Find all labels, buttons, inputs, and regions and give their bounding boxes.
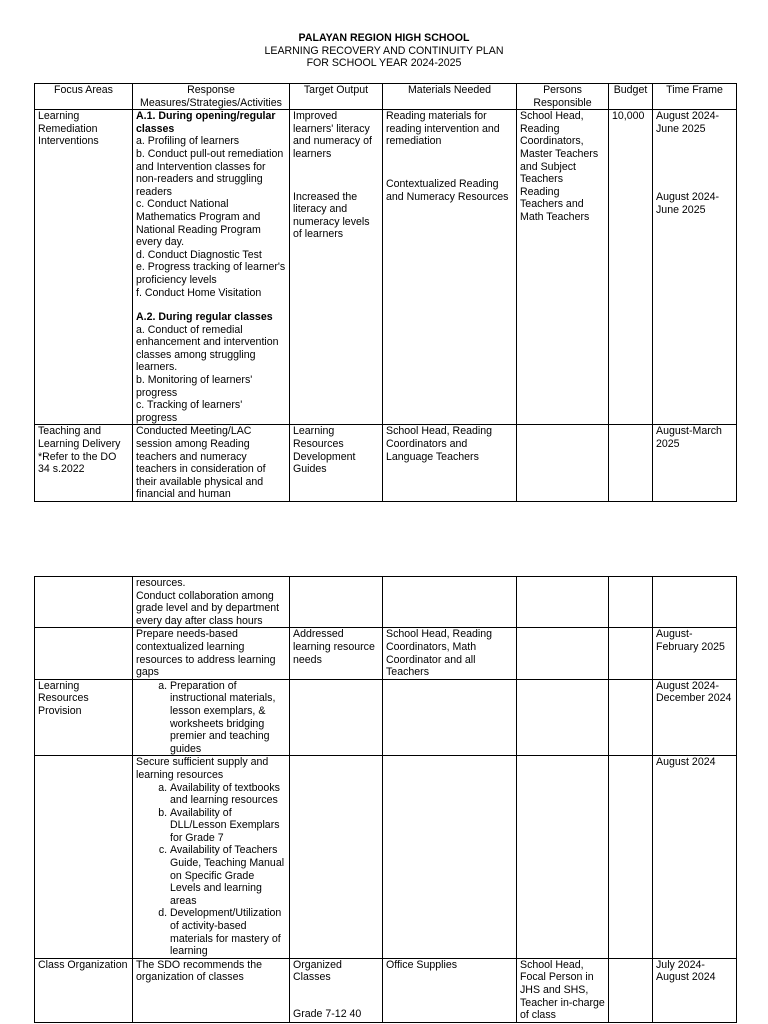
table-row — [35, 628, 737, 679]
time-frame-cell: August-February 2025 — [653, 628, 737, 679]
list-item: c. Tracking of learners' progress — [136, 399, 243, 424]
table-row — [35, 110, 737, 425]
focus-area-cell: Class Organization — [35, 958, 133, 1022]
plan-table-part2 — [34, 576, 737, 1023]
school-year: FOR SCHOOL YEAR 2024-2025 — [306, 57, 462, 70]
focus-area-cell: Teaching and Learning Delivery *Refer to the DO 34 s.2022 — [35, 425, 133, 502]
activities-cell: Secure sufficient supply and learning resources a. Availability of textbooks and learning resources b. Availability of DLL/Lesson Exemplars for Grade 7 c. Availability of Teachers Guide, Teaching Manual on Specific Grade Levels and learning areas d. Development/Utilization of activity-based materials for mastery of learning — [133, 756, 290, 959]
plan-title: LEARNING RECOVERY AND CONTINUITY PLAN — [264, 44, 504, 57]
persons-cell: School Head, Reading Coordinators, Master Teachers and Subject Teachers Reading Teachers and Math Teachers — [517, 110, 609, 425]
time-frame-cell: August 2024 — [653, 756, 737, 959]
budget-cell: 10,000 — [609, 110, 653, 425]
list-item: c. Availability of Teachers Guide, Teaching Manual on Specific Grade Levels and learning areas — [170, 844, 286, 907]
table-row — [35, 958, 737, 1022]
column-header: Response Measures/Strategies/Activities — [133, 84, 290, 110]
list-item: b. Availability of DLL/Lesson Exemplars for Grade 7 — [170, 807, 286, 845]
activities-cell: resources. Conduct collaboration among grade level and by department every day after class hours — [133, 577, 290, 628]
list-item: c. Conduct National Mathematics Program and National Reading Program every day. — [136, 198, 261, 249]
table-row — [35, 577, 737, 628]
table-row — [35, 679, 737, 756]
table-header-row — [35, 84, 737, 110]
table-row — [35, 756, 737, 959]
time-frame-cell: August 2024-December 2024 — [653, 679, 737, 756]
column-header: Focus Areas — [35, 84, 133, 110]
persons-cell: School Head, Focal Person in JHS and SHS, Teacher in-charge of class — [517, 958, 609, 1022]
list-item: a. Profiling of learners — [136, 135, 240, 148]
list-item: d. Conduct Diagnostic Test — [136, 248, 262, 261]
list-item: e. Progress tracking of learner's proficiency levels — [136, 261, 286, 286]
list-item: b. Monitoring of learners' progress — [136, 374, 253, 399]
activities-cell: Prepare needs-based contextualized learning resources to address learning gaps — [133, 628, 290, 679]
materials-cell: Office Supplies — [383, 958, 517, 1022]
activities-cell: Conducted Meeting/LAC session among Reading teachers and numeracy teachers in consideration of their available physical and financial and human — [133, 425, 290, 502]
materials-cell: Reading materials for reading intervention and remediation Contextualized Reading and Numeracy Resources — [383, 110, 517, 425]
column-header: Budget — [609, 84, 653, 110]
target-output-cell: Improved learners' literacy and numeracy of learners Increased the literacy and numeracy levels of learners — [290, 110, 383, 425]
materials-cell: School Head, Reading Coordinators, Math Coordinator and all Teachers — [383, 628, 517, 679]
section-a2-title: A.2. During regular classes — [136, 311, 273, 324]
list-item: a. Preparation of instructional materials, lesson exemplars, & worksheets bridging premier and teaching guides — [170, 680, 286, 756]
activities-cell: The SDO recommends the organization of classes — [133, 958, 290, 1022]
materials-cell: School Head, Reading Coordinators and Language Teachers — [383, 425, 517, 502]
list-item: a. Conduct of remedial enhancement and intervention classes among struggling learners. — [136, 323, 279, 374]
focus-area-cell: Learning Resources Provision — [35, 679, 133, 756]
school-name: PALAYAN REGION HIGH SCHOOL — [298, 32, 470, 44]
budget-cell — [609, 425, 653, 502]
time-frame-cell: August 2024-June 2025 August 2024-June 2025 — [653, 110, 737, 425]
column-header: Materials Needed — [383, 84, 517, 110]
list-item: b. Conduct pull-out remediation and Intervention classes for non-readers and struggling readers — [136, 147, 284, 198]
document-header — [0, 32, 768, 70]
column-header: Persons Responsible — [517, 84, 609, 110]
list-item: d. Development/Utilization of activity-based materials for mastery of learning — [170, 907, 286, 957]
list-item: a. Availability of textbooks and learning resources — [170, 782, 286, 807]
target-output-cell: Learning Resources Development Guides — [290, 425, 383, 502]
section-a1-title: A.1. During opening/regular classes — [136, 110, 276, 135]
time-frame-cell: July 2024-August 2024 — [653, 958, 737, 1022]
activities-cell — [133, 679, 290, 756]
focus-area-cell: Learning Remediation Interventions — [35, 110, 133, 425]
target-output-cell: Addressed learning resource needs — [290, 628, 383, 679]
list-item: f. Conduct Home Visitation — [136, 286, 262, 299]
persons-cell — [517, 425, 609, 502]
column-header: Target Output — [290, 84, 383, 110]
table-row — [35, 425, 737, 502]
activities-cell — [133, 110, 290, 425]
target-output-cell: Organized Classes Grade 7-12 40 — [290, 958, 383, 1022]
column-header: Time Frame — [653, 84, 737, 110]
time-frame-cell: August-March 2025 — [653, 425, 737, 502]
plan-table-part1 — [34, 83, 737, 502]
